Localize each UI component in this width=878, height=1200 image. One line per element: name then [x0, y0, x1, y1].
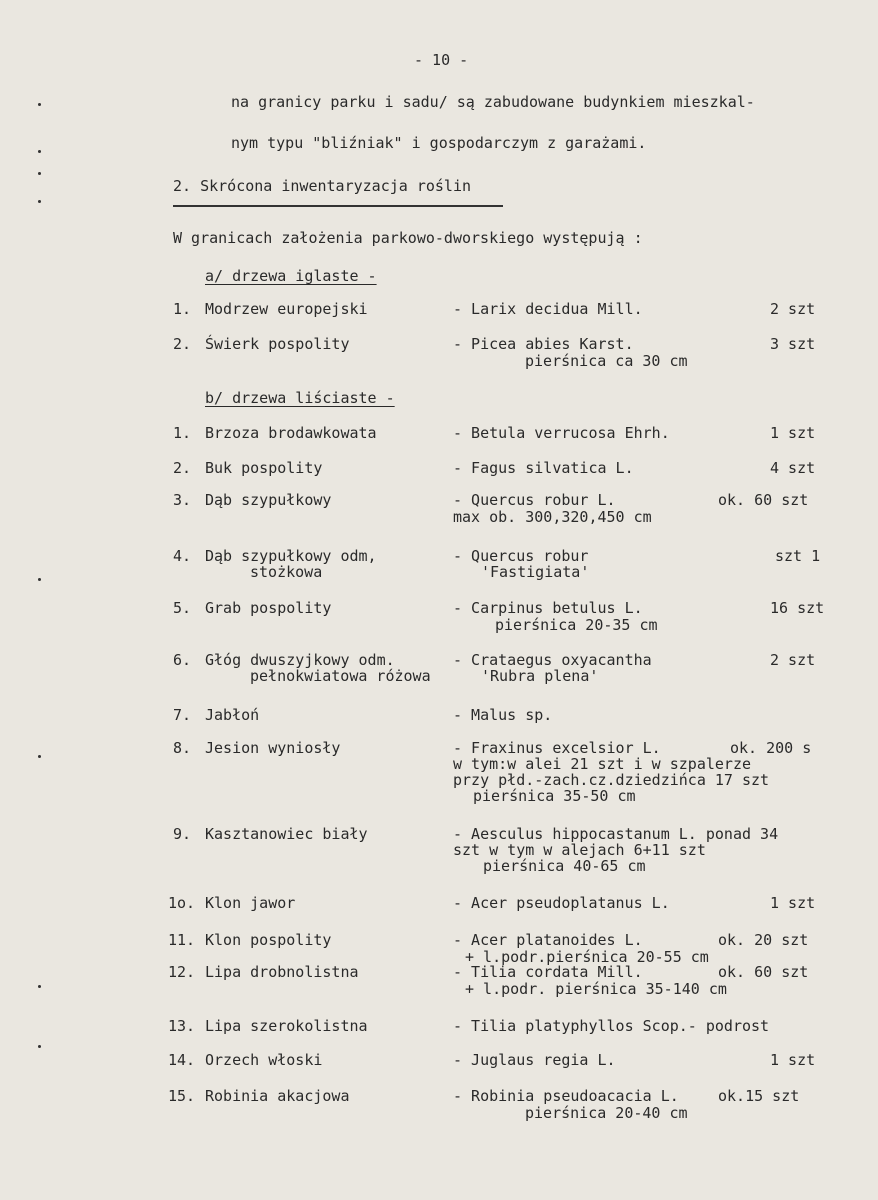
latin-name: - Quercus robur L.	[453, 491, 616, 509]
row-number: 2.	[173, 335, 192, 353]
row-number: 1.	[173, 424, 192, 442]
latin-name: - Tilia platyphyllos Scop.- podrost	[453, 1017, 770, 1035]
measurement-note: pierśnica 20-35 cm	[495, 616, 658, 634]
latin-name: - Fraxinus excelsior L.	[453, 739, 661, 757]
section-heading: 2. Skrócona inwentaryzacja roślin	[173, 177, 472, 195]
latin-name: - Acer pseudoplatanus L.	[453, 894, 670, 912]
latin-name: - Carpinus betulus L.	[453, 599, 643, 617]
row-number: 15.	[168, 1087, 196, 1105]
margin-mark	[38, 200, 41, 203]
quantity: szt 1	[775, 547, 821, 565]
species-name: Kasztanowiec biały	[205, 825, 368, 843]
quantity: 2 szt	[770, 651, 816, 669]
quantity: 4 szt	[770, 459, 816, 477]
species-name-cont: pełnokwiatowa różowa	[250, 667, 431, 685]
row-number: 11.	[168, 931, 196, 949]
margin-mark	[38, 755, 41, 758]
row-number: 5.	[173, 599, 192, 617]
species-name: Dąb szypułkowy odm,	[205, 547, 377, 565]
measurement-note: pierśnica 20-40 cm	[525, 1104, 688, 1122]
species-name: Orzech włoski	[205, 1051, 323, 1069]
detail-line: przy płd.-zach.cz.dziedzińca 17 szt	[453, 771, 770, 789]
row-number: 7.	[173, 706, 192, 724]
species-name: Buk pospolity	[205, 459, 323, 477]
species-name: Lipa drobnolistna	[205, 963, 359, 981]
latin-name: - Fagus silvatica L.	[453, 459, 634, 477]
latin-name: - Larix decidua Mill.	[453, 300, 643, 318]
row-number: 8.	[173, 739, 192, 757]
species-name: Modrzew europejski	[205, 300, 368, 318]
quantity: 1 szt	[770, 424, 816, 442]
latin-name: - Juglaus regia L.	[453, 1051, 616, 1069]
species-name: Dąb szypułkowy	[205, 491, 332, 509]
latin-name: - Tilia cordata Mill.	[453, 963, 643, 981]
species-name: Klon pospolity	[205, 931, 332, 949]
latin-name-cont: 'Rubra plena'	[481, 667, 599, 685]
row-number: 1o.	[168, 894, 196, 912]
species-name: Lipa szerokolistna	[205, 1017, 368, 1035]
detail-line: w tym:w alei 21 szt i w szpalerze	[453, 755, 752, 773]
margin-mark	[38, 150, 41, 153]
latin-name: - Crataegus oxyacantha	[453, 651, 652, 669]
margin-mark	[38, 985, 41, 988]
latin-name: - Picea abies Karst.	[453, 335, 634, 353]
species-name-cont: stożkowa	[250, 563, 323, 581]
species-name: Klon jawor	[205, 894, 296, 912]
detail-line: pierśnica 40-65 cm	[483, 857, 646, 875]
detail-line: pierśnica 35-50 cm	[473, 787, 636, 805]
quantity: 1 szt	[770, 1051, 816, 1069]
row-number: 9.	[173, 825, 192, 843]
quantity: ok. 20 szt	[718, 931, 809, 949]
group-b-heading: b/ drzewa liściaste -	[205, 389, 395, 407]
row-number: 14.	[168, 1051, 196, 1069]
latin-name: - Aesculus hippocastanum L. ponad 34	[453, 825, 779, 843]
detail-line: szt w tym w alejach 6+11 szt	[453, 841, 706, 859]
quantity: 16 szt	[770, 599, 825, 617]
species-name: Grab pospolity	[205, 599, 332, 617]
intro-line-2: nym typu "bliźniak" i gospodarczym z garażami.	[231, 134, 647, 152]
margin-mark	[38, 103, 41, 106]
margin-mark	[38, 172, 41, 175]
species-name: Brzoza brodawkowata	[205, 424, 377, 442]
row-number: 1.	[173, 300, 192, 318]
intro-line-1: na granicy parku i sadu/ są zabudowane budynkiem mieszkal-	[231, 93, 755, 111]
species-name: Świerk pospolity	[205, 335, 350, 353]
row-number: 3.	[173, 491, 192, 509]
measurement-note: pierśnica ca 30 cm	[525, 352, 688, 370]
section-heading-rule	[173, 205, 503, 207]
quantity: ok.15 szt	[718, 1087, 800, 1105]
quantity: 2 szt	[770, 300, 816, 318]
latin-name: - Robinia pseudoacacia L.	[453, 1087, 679, 1105]
latin-name: - Betula verrucosa Ehrh.	[453, 424, 670, 442]
row-number: 6.	[173, 651, 192, 669]
measurement-note: + l.podr.pierśnica 20-55 cm	[465, 948, 709, 966]
latin-name: - Malus sp.	[453, 706, 553, 724]
lead-sentence: W granicach założenia parkowo-dworskiego występują :	[173, 229, 643, 247]
latin-name: - Quercus robur	[453, 547, 589, 565]
measurement-note: max ob. 300,320,450 cm	[453, 508, 652, 526]
group-a-heading: a/ drzewa iglaste -	[205, 267, 377, 285]
species-name: Jesion wyniosły	[205, 739, 341, 757]
row-number: 4.	[173, 547, 192, 565]
quantity: ok. 60 szt	[718, 963, 809, 981]
quantity: ok. 200 s	[730, 739, 812, 757]
margin-mark	[38, 578, 41, 581]
latin-name: - Acer platanoides L.	[453, 931, 643, 949]
quantity: 3 szt	[770, 335, 816, 353]
row-number: 12.	[168, 963, 196, 981]
latin-name-cont: 'Fastigiata'	[481, 563, 590, 581]
measurement-note: + l.podr. pierśnica 35-140 cm	[465, 980, 727, 998]
row-number: 2.	[173, 459, 192, 477]
quantity: 1 szt	[770, 894, 816, 912]
species-name: Jabłoń	[205, 706, 260, 724]
species-name: Głóg dwuszyjkowy odm.	[205, 651, 395, 669]
margin-mark	[38, 1045, 41, 1048]
species-name: Robinia akacjowa	[205, 1087, 350, 1105]
row-number: 13.	[168, 1017, 196, 1035]
page-number: - 10 -	[414, 51, 469, 69]
quantity: ok. 60 szt	[718, 491, 809, 509]
